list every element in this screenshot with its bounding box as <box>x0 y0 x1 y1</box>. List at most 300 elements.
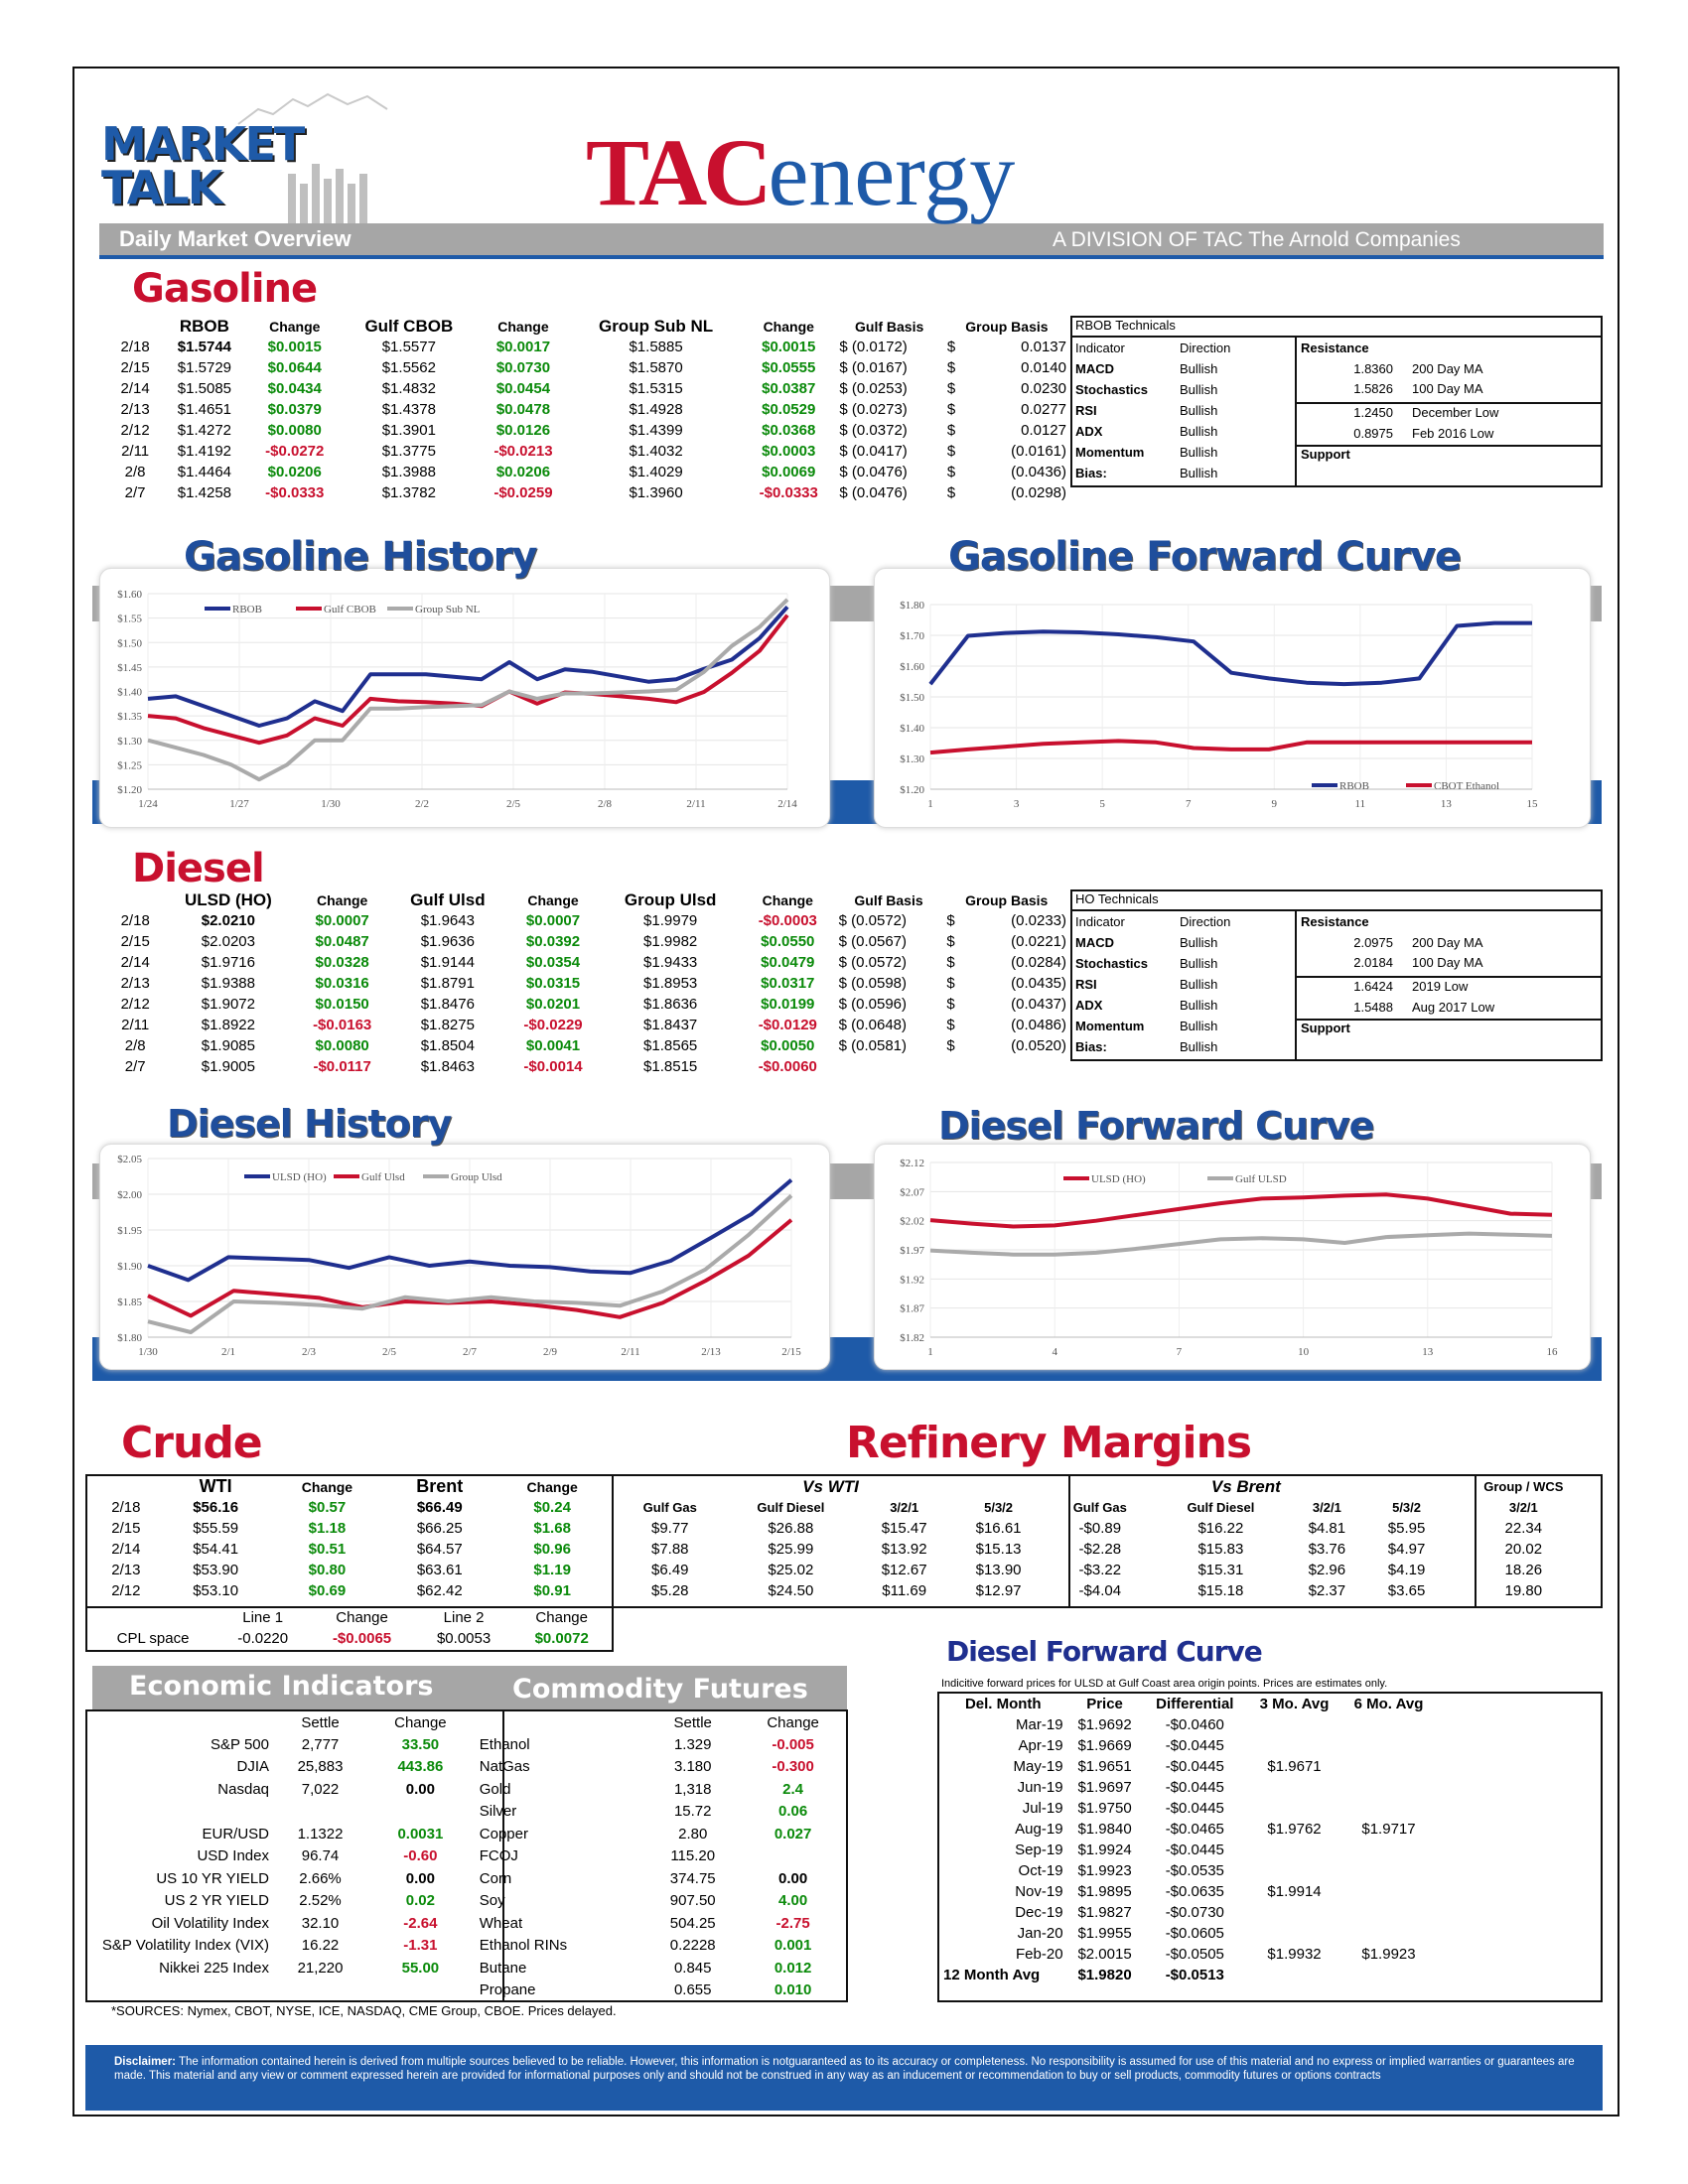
avg-cell <box>1341 1881 1436 1902</box>
basis-cell: $ (0.0253) <box>839 380 908 397</box>
sub-header: 3/2/1 <box>1508 1500 1538 1515</box>
basis-cell: $ <box>946 484 956 501</box>
header-cell: Change <box>762 891 813 908</box>
table-row <box>109 420 1070 441</box>
x-tick-label: 3 <box>1013 798 1020 810</box>
x-tick-label: 2/15 <box>781 1346 801 1358</box>
table-row <box>109 994 1070 1015</box>
change-cell: -$0.0333 <box>265 484 325 501</box>
commodity-name: NatGas <box>479 1758 530 1776</box>
y-tick-label: $1.50 <box>900 692 924 704</box>
y-tick-label: $1.35 <box>117 711 142 724</box>
commodity-settle: 15.72 <box>673 1803 712 1821</box>
header-cell: Price <box>1086 1696 1123 1712</box>
y-tick-label: $1.82 <box>900 1332 924 1344</box>
basis-cell: $ (0.0567) <box>838 933 908 950</box>
legend-label: Gulf CBOB <box>324 604 376 615</box>
month-cell: Oct-19 <box>1018 1862 1063 1879</box>
x-tick-label: 5 <box>1099 798 1105 810</box>
basis-cell: $ <box>946 401 956 418</box>
avg-label: 12 Month Avg <box>943 1967 1041 1983</box>
change-cell: $0.0328 <box>315 954 369 971</box>
price-cell: $53.90 <box>193 1562 239 1578</box>
tech-level-label: Feb 2016 Low <box>1412 426 1494 441</box>
date-cell: 2/8 <box>124 464 146 480</box>
tech-level: 0.8975 <box>1353 426 1393 441</box>
change-cell: $0.0392 <box>525 933 581 950</box>
change-cell: $0.0555 <box>762 359 816 376</box>
header-cell <box>89 1476 163 1497</box>
avg-diff: -$0.0513 <box>1165 1967 1224 1983</box>
price-cell: $1.9827 <box>1077 1904 1132 1921</box>
margin-cell: $25.99 <box>768 1541 814 1558</box>
price-cell: $2.0015 <box>1077 1946 1132 1963</box>
sub-header: 5/3/2 <box>984 1500 1014 1515</box>
margin-cell: -$2.28 <box>1078 1541 1122 1558</box>
price-cell: $1.8463 <box>420 1058 475 1075</box>
avg-cell <box>1247 1860 1341 1881</box>
commodity-change <box>740 1845 846 1868</box>
tech-direction: Bullish <box>1180 1019 1218 1033</box>
x-tick-label: 2/5 <box>505 798 521 810</box>
x-tick-label: 2/14 <box>777 798 797 810</box>
margin-cell: $2.96 <box>1308 1562 1346 1578</box>
change-cell: $0.91 <box>533 1582 571 1599</box>
change-cell: $1.19 <box>533 1562 571 1578</box>
date-cell: 2/7 <box>124 484 146 501</box>
gasoline-history-title: Gasoline History <box>184 534 537 580</box>
indicator-name: DJIA <box>236 1758 269 1776</box>
commodity-name: Propane <box>479 1981 536 1999</box>
dfc-table-title: Diesel Forward Curve <box>946 1635 1262 1668</box>
sub-header: 3/2/1 <box>890 1500 919 1515</box>
avg-cell: $1.9717 <box>1361 1821 1416 1838</box>
price-cell: $55.59 <box>193 1520 239 1537</box>
basis-cell: $ (0.0372) <box>839 422 908 439</box>
date-cell: 2/15 <box>120 933 150 950</box>
tech-level: 2.0184 <box>1353 955 1393 970</box>
header-cell: Change <box>767 1714 819 1731</box>
avg-cell <box>1247 1923 1341 1944</box>
basis-cell: (0.0298) <box>1011 484 1066 501</box>
table-row <box>939 1860 1436 1881</box>
header-cell: Change <box>535 1609 588 1626</box>
indicator-change: 0.02 <box>405 1892 435 1910</box>
price-cell: $1.9955 <box>1077 1925 1132 1942</box>
change-cell: $0.0316 <box>315 975 369 992</box>
change-cell: $0.0454 <box>495 380 551 397</box>
y-tick-label: $1.70 <box>900 630 924 642</box>
margin-cell: $5.28 <box>650 1582 689 1599</box>
avg-cell: $1.9762 <box>1267 1821 1322 1838</box>
avg-cell <box>1247 1777 1341 1798</box>
header-cell: Change <box>497 318 549 335</box>
header-cell: Settle <box>673 1714 712 1731</box>
tech-col2: Direction <box>1180 341 1231 355</box>
commodity-settle: 907.50 <box>669 1892 716 1910</box>
price-cell: $1.9085 <box>201 1037 255 1054</box>
change-cell: $1.68 <box>533 1520 571 1537</box>
rbob-technicals <box>1070 316 1603 487</box>
change-cell: $0.0550 <box>761 933 815 950</box>
indicator-name <box>89 1801 273 1824</box>
tech-level-label: 100 Day MA <box>1412 381 1483 396</box>
avg-cell <box>1341 1902 1436 1923</box>
change-cell: $0.96 <box>533 1541 571 1558</box>
legend-label: Group Ulsd <box>451 1171 502 1183</box>
series-line-gulf-ulsd <box>930 1234 1552 1255</box>
tech-col1: Indicator <box>1075 341 1125 355</box>
change-cell: $1.18 <box>308 1520 347 1537</box>
price-cell: $1.8922 <box>201 1017 255 1033</box>
date-cell: 2/13 <box>111 1562 141 1578</box>
avg-cell: $1.9932 <box>1267 1946 1322 1963</box>
commodity-name: Ethanol RINs <box>479 1937 568 1955</box>
commodity-settle: 115.20 <box>670 1847 716 1865</box>
basis-cell: $ (0.0172) <box>839 339 908 355</box>
header-cell: Group Ulsd <box>624 889 717 909</box>
avg-cell <box>1247 1798 1341 1819</box>
x-tick-label: 2/7 <box>462 1346 478 1358</box>
indicator-change: -1.31 <box>403 1937 438 1955</box>
series-line-rbob <box>148 607 787 726</box>
basis-cell: $ <box>946 359 956 376</box>
daily-overview-text: Daily Market Overview <box>119 226 352 251</box>
tech-support: Support <box>1301 447 1350 462</box>
table-row <box>89 1518 611 1539</box>
change-cell: -$0.0333 <box>759 484 818 501</box>
x-tick-label: 1/30 <box>321 798 341 810</box>
basis-cell <box>942 1056 968 1077</box>
tech-direction: Bullish <box>1180 956 1218 971</box>
basis-cell: $ (0.0273) <box>839 401 908 418</box>
tech-indicator: ADX <box>1075 424 1103 439</box>
vs-wti-header: Vs WTI <box>802 1476 859 1496</box>
indicator-settle: 2.52% <box>299 1892 342 1910</box>
commodity-name: Soy <box>479 1892 505 1910</box>
table-row <box>89 1867 846 1890</box>
avg-cell <box>1341 1860 1436 1881</box>
y-tick-label: $1.40 <box>900 723 924 735</box>
table-row <box>939 1777 1436 1798</box>
indicator-change <box>367 1801 474 1824</box>
avg-cell <box>1247 1840 1341 1860</box>
series-line-ulsd-ho- <box>930 1194 1552 1226</box>
basis-cell: $ <box>946 422 956 439</box>
header-row <box>109 889 1070 910</box>
price-cell: $56.16 <box>193 1499 239 1516</box>
diff-cell: -$0.0535 <box>1165 1862 1224 1879</box>
legend-label: CBOT Ethanol <box>1434 780 1500 792</box>
commodity-name: Corn <box>479 1869 512 1887</box>
legend-label: Gulf Ulsd <box>361 1171 405 1183</box>
table-row <box>939 1714 1436 1735</box>
margin-cell: $26.88 <box>768 1520 814 1537</box>
commodity-title: Commodity Futures <box>512 1674 808 1705</box>
indicator-settle: 2,777 <box>301 1735 340 1753</box>
date-cell: 2/12 <box>120 422 150 439</box>
sources-text: *SOURCES: Nymex, CBOT, NYSE, ICE, NASDAQ, CME Group, CBOE. Prices delayed. <box>111 2003 617 2018</box>
date-cell: 2/11 <box>121 443 150 460</box>
date-cell: 2/15 <box>120 359 150 376</box>
division-text: A DIVISION OF TAC The Arnold Companies <box>1053 228 1461 251</box>
table-row <box>89 1845 846 1868</box>
change-cell: $0.0199 <box>761 996 815 1013</box>
tech-level-label: 2019 Low <box>1412 979 1469 994</box>
basis-cell: 0.0137 <box>1021 339 1066 355</box>
commodity-change: 0.00 <box>778 1869 808 1887</box>
tech-direction: Bullish <box>1180 977 1218 992</box>
basis-cell: $ <box>946 912 955 929</box>
cell <box>89 1607 216 1628</box>
header-cell: Settle <box>301 1714 340 1731</box>
y-tick-label: $2.05 <box>117 1154 142 1165</box>
price-cell: $1.9750 <box>1077 1800 1132 1817</box>
month-cell: Mar-19 <box>1016 1716 1063 1733</box>
commodity-settle: 1,318 <box>673 1780 712 1798</box>
price-cell: $1.4832 <box>381 380 436 397</box>
basis-cell: $ <box>946 464 956 480</box>
talk-word: TALK <box>101 161 221 214</box>
cell <box>474 1712 645 1733</box>
margin-cell: $13.92 <box>881 1541 927 1558</box>
change-cell: $0.0007 <box>315 912 369 929</box>
tech-level-label: Aug 2017 Low <box>1412 1000 1495 1015</box>
date-cell: 2/11 <box>121 1017 150 1033</box>
series-line-cbot-ethanol <box>930 741 1532 752</box>
y-tick-label: $1.92 <box>900 1274 924 1287</box>
margin-cell: $4.19 <box>1387 1562 1426 1578</box>
header-cell: Gulf Basis <box>854 891 923 908</box>
change-cell: $0.0007 <box>525 912 581 929</box>
indicator-name: Oil Volatility Index <box>151 1914 269 1932</box>
gasoline-history-chart <box>99 568 830 828</box>
margin-cell: -$4.04 <box>1078 1582 1122 1599</box>
commodity-change: -2.75 <box>775 1914 810 1932</box>
table-row <box>109 337 1070 357</box>
date-cell: 2/18 <box>120 912 150 929</box>
table-row <box>89 1539 611 1560</box>
price-cell: $1.8504 <box>420 1037 475 1054</box>
date-cell: 2/15 <box>111 1520 141 1537</box>
price-cell: $2.0210 <box>201 912 255 929</box>
commodity-change: -0.005 <box>772 1735 814 1753</box>
x-tick-label: 1/27 <box>229 798 249 810</box>
commodity-name: Butane <box>479 1959 527 1977</box>
indicator-settle: 32.10 <box>301 1914 340 1932</box>
legend-label: RBOB <box>1339 780 1369 792</box>
change-cell: $0.0315 <box>525 975 581 992</box>
indicator-change: 0.00 <box>405 1869 435 1887</box>
basis-cell <box>969 1056 1070 1077</box>
tech-direction: Bullish <box>1180 403 1218 418</box>
price-cell: $1.5577 <box>381 339 436 355</box>
basis-cell: $ (0.0417) <box>839 443 908 460</box>
indicator-name: Nasdaq <box>217 1780 269 1798</box>
basis-cell: $ (0.0581) <box>838 1037 908 1054</box>
price-cell: $1.5870 <box>629 359 683 376</box>
margin-cell: -$0.89 <box>1078 1520 1122 1537</box>
commodity-change: -0.300 <box>772 1758 814 1776</box>
price-cell: $1.9716 <box>201 954 255 971</box>
date-cell: 2/14 <box>120 380 150 397</box>
header-row <box>89 1476 611 1497</box>
header-cell: Change <box>526 1478 578 1495</box>
econ-title: Economic Indicators <box>129 1671 434 1702</box>
change-cell: -$0.0272 <box>265 443 325 460</box>
table-row <box>109 931 1070 952</box>
dfc-table <box>939 1694 1436 1985</box>
diff-cell: -$0.0445 <box>1165 1779 1224 1796</box>
table-row <box>109 462 1070 482</box>
price-cell: $1.3901 <box>381 422 436 439</box>
margin-cell: -$3.22 <box>1078 1562 1122 1578</box>
x-tick-label: 1 <box>927 1346 933 1358</box>
logo-tac: TAC <box>586 119 769 225</box>
table-row <box>89 1560 611 1580</box>
commodity-change: 0.001 <box>774 1937 812 1955</box>
price-cell: $1.8437 <box>643 1017 698 1033</box>
tech-indicator: RSI <box>1075 403 1097 418</box>
margin-cell: $6.49 <box>650 1562 689 1578</box>
price-cell: $1.4378 <box>381 401 436 418</box>
price-cell: $1.9005 <box>201 1058 255 1075</box>
price-cell: $1.3775 <box>381 443 436 460</box>
margin-cell: $11.69 <box>882 1582 927 1599</box>
header-cell: Differential <box>1156 1696 1234 1712</box>
table-row <box>616 1518 1601 1539</box>
change-cell: $0.0201 <box>525 996 581 1013</box>
x-tick-label: 2/3 <box>301 1346 317 1358</box>
change-cell: $0.80 <box>308 1562 347 1578</box>
header-cell: Line 2 <box>443 1609 485 1626</box>
basis-cell: (0.0486) <box>1011 1017 1066 1033</box>
change-cell: $0.0080 <box>315 1037 369 1054</box>
crude-table <box>89 1476 611 1601</box>
table-row <box>89 1912 846 1935</box>
margin-cell: $15.47 <box>881 1520 927 1537</box>
commodity-settle: 0.2228 <box>669 1937 716 1955</box>
y-tick-label: $1.20 <box>117 784 142 796</box>
table-row <box>939 1735 1436 1756</box>
date-cell: 2/12 <box>120 996 150 1013</box>
avg-cell: $1.9923 <box>1361 1946 1416 1963</box>
sub-header: 3/2/1 <box>1312 1500 1341 1515</box>
vs-brent-header: Vs Brent <box>1210 1476 1281 1496</box>
cpl-change: -$0.0065 <box>332 1630 392 1647</box>
change-cell: -$0.0213 <box>493 443 553 460</box>
margins-table <box>616 1476 1601 1601</box>
commodity-settle: 3.180 <box>673 1758 712 1776</box>
y-tick-label: $1.80 <box>900 600 924 612</box>
series-line-group-sub-nl <box>148 600 787 779</box>
change-cell: $0.0487 <box>315 933 369 950</box>
change-cell: $0.0317 <box>761 975 815 992</box>
change-cell: -$0.0003 <box>758 912 817 929</box>
month-cell: Nov-19 <box>1015 1883 1063 1900</box>
table-row <box>89 1733 846 1756</box>
margin-cell: $15.83 <box>1197 1541 1244 1558</box>
diff-cell: -$0.0445 <box>1165 1737 1224 1754</box>
margin-cell: $3.65 <box>1387 1582 1426 1599</box>
avg-cell <box>1341 1923 1436 1944</box>
diff-cell: -$0.0605 <box>1165 1925 1224 1942</box>
commodity-name: Wheat <box>479 1914 523 1932</box>
tech-resistance: Resistance <box>1301 341 1369 355</box>
indicator-change: 33.50 <box>401 1735 440 1753</box>
price-cell: $1.4464 <box>177 464 232 480</box>
commodity-settle: 504.25 <box>669 1914 716 1932</box>
diesel-history-chart <box>99 1144 830 1370</box>
table-row <box>109 910 1070 931</box>
price-cell: $1.4399 <box>629 422 683 439</box>
change-cell: $0.0730 <box>495 359 551 376</box>
disclaimer-label: Disclaimer: <box>114 2056 177 2068</box>
price-cell: $1.9979 <box>643 912 698 929</box>
margin-cell: 22.34 <box>1504 1520 1543 1537</box>
sub-header: Gulf Gas <box>1072 1500 1127 1515</box>
price-cell: $1.4029 <box>629 464 683 480</box>
indicator-settle <box>273 1979 367 2002</box>
date-cell: 2/12 <box>111 1582 141 1599</box>
avg-cell <box>1247 1735 1341 1756</box>
tech-level-label: 200 Day MA <box>1412 361 1483 376</box>
dfc-note: Indicitive forward prices for ULSD at Gulf Coast area origin points. Prices are estimates only. <box>941 1678 1388 1690</box>
indicator-change: 55.00 <box>401 1959 440 1977</box>
commodity-name: Gold <box>479 1780 511 1798</box>
header-cell: Change <box>269 318 321 335</box>
avg-cell: $1.9914 <box>1267 1883 1322 1900</box>
basis-cell: (0.0161) <box>1011 443 1066 460</box>
tech-indicator: Stochastics <box>1075 956 1148 971</box>
change-cell: $0.0050 <box>761 1037 815 1054</box>
basis-cell <box>835 1056 943 1077</box>
table-row <box>939 1756 1436 1777</box>
y-tick-label: $2.07 <box>900 1186 924 1199</box>
margin-cell: $12.67 <box>881 1562 927 1578</box>
header-cell: Group Basis <box>965 318 1049 335</box>
price-cell: $1.8791 <box>420 975 475 992</box>
commodity-name: FCOJ <box>479 1847 518 1865</box>
x-tick-label: 13 <box>1440 798 1452 810</box>
table-row <box>939 1944 1436 1965</box>
cpl-table <box>89 1607 611 1649</box>
margin-cell: $16.22 <box>1197 1520 1244 1537</box>
basis-cell: $ <box>946 339 956 355</box>
commodity-change: 2.4 <box>782 1780 804 1798</box>
price-cell: $1.3960 <box>629 484 683 501</box>
price-cell: $1.9643 <box>420 912 475 929</box>
x-tick-label: 11 <box>1354 798 1366 810</box>
x-tick-label: 1 <box>927 798 933 810</box>
month-cell: Aug-19 <box>1015 1821 1063 1838</box>
basis-cell: $ <box>946 1017 955 1033</box>
commodity-change: 0.010 <box>774 1981 812 1999</box>
margin-cell: $15.13 <box>975 1541 1022 1558</box>
price-cell: $1.5085 <box>177 380 232 397</box>
header-cell: Gulf CBOB <box>364 316 454 336</box>
tac-energy-logo <box>586 117 1015 227</box>
header-cell: Change <box>301 1478 353 1495</box>
tech-indicator: Bias: <box>1075 466 1107 480</box>
price-cell: $1.9388 <box>201 975 255 992</box>
change-cell: $0.0387 <box>762 380 816 397</box>
price-cell: $1.8515 <box>643 1058 698 1075</box>
header-cell: ULSD (HO) <box>184 889 272 909</box>
table-row <box>109 399 1070 420</box>
x-tick-label: 2/11 <box>686 798 706 810</box>
price-cell: $1.4258 <box>177 484 232 501</box>
